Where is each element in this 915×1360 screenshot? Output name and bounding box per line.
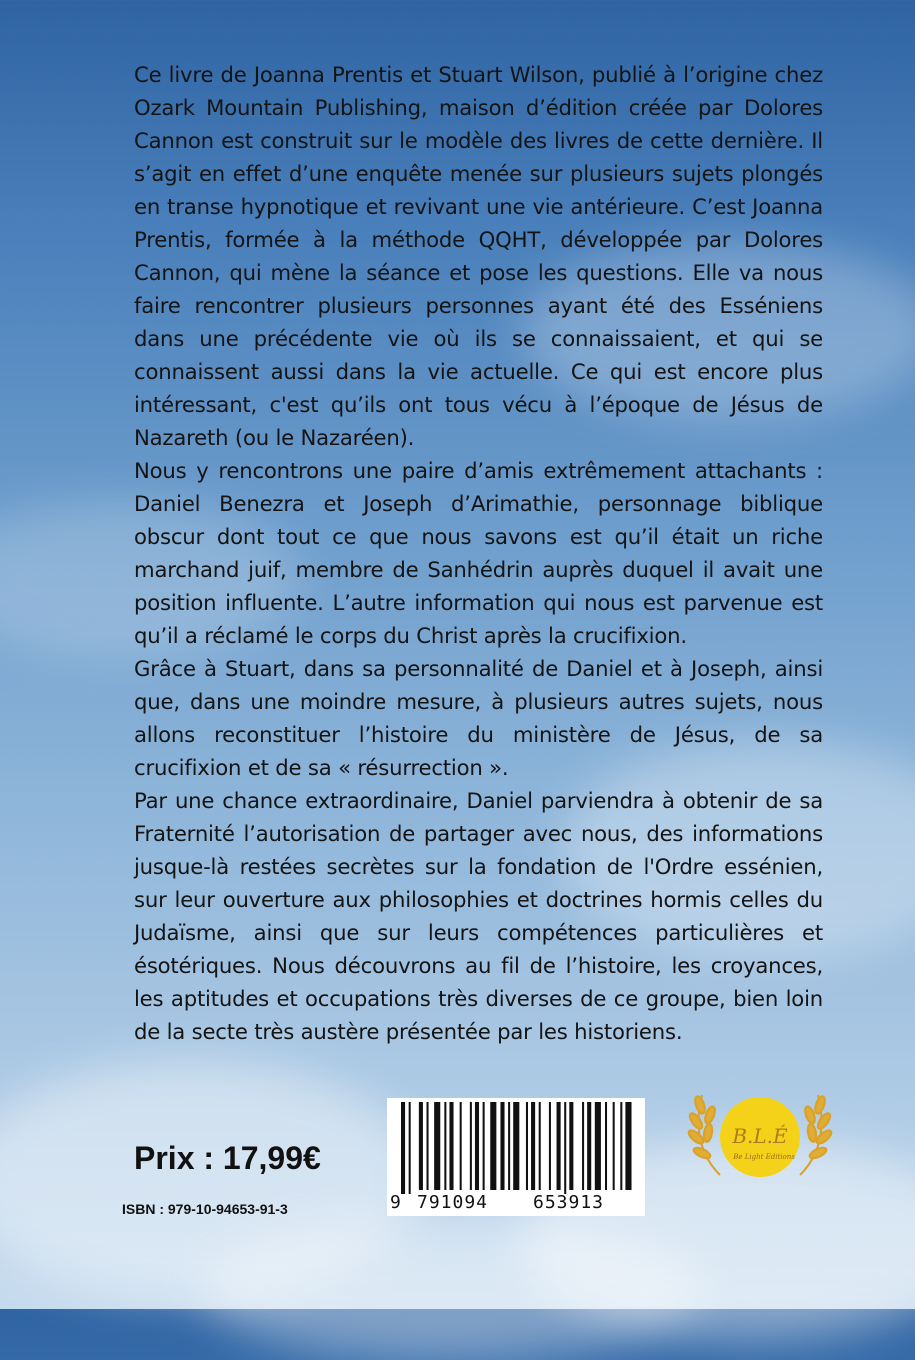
isbn-label: ISBN : 979-10-94653-91-3 (122, 1201, 288, 1217)
cloud (200, 1220, 700, 1360)
barcode-bar (490, 1102, 496, 1190)
back-cover-description (134, 58, 823, 1048)
barcode-bars (387, 1098, 645, 1194)
barcode-digits-right: 653913 (533, 1192, 605, 1213)
barcode-bar (419, 1102, 423, 1190)
barcode-bar (409, 1102, 411, 1194)
barcode-bar (513, 1102, 519, 1190)
barcode-bar (508, 1102, 510, 1190)
logo-subtext: Be Light Editions (733, 1153, 795, 1161)
publisher-logo (680, 1075, 840, 1185)
barcode (387, 1098, 645, 1216)
description-paragraph: Nous y rencontrons une paire d’amis extrêmement attachants : Daniel Benezra et Joseph d’Arimathie, personnage biblique obscur dont tout ce que nous savons est qu’il était un riche marchand juif, membre de Sanhédrin auprès duquel il avait une position influente. L’autre information qui nous est parvenue est qu’il a réclamé le corps du Christ après la crucifixion. (134, 458, 823, 648)
barcode-digits-left: 791094 (417, 1192, 489, 1213)
barcode-bar (526, 1102, 528, 1190)
logo-text: B.L.É (732, 1124, 788, 1148)
barcode-bar (427, 1102, 429, 1190)
description-paragraph: Par une chance extraordinaire, Daniel parviendra à obtenir de sa Fraternité l’autorisation de partager avec nous, des informations jusque-là restées secrètes sur la fondation de l'Ordre essénien, sur leur ouverture aux philosophies et doctrines hormis celles du Judaïsme, ainsi que sur leurs compétences particulières et ésotériques. Nous découvrons au fil de l’histoire, les croyances, les aptitudes et occupations très diverses de ce groupe, bien loin de la secte très austère présentée par les historiens. (134, 788, 823, 1044)
barcode-digit-first: 9 (390, 1192, 401, 1213)
description-paragraph: Ce livre de Joanna Prentis et Stuart Wilson, publié à l’origine chez Ozark Mountain Publishing, maison d’édition créée par Dolores Cannon est construit sur le modèle des livres de cette dernière. Il s’agit en effet d’une enquête menée sur plusieurs sujets plongés en transe hypnotique et revivant une vie antérieure. C’est Joanna Prentis, formée à la méthode QQHT, développée par Dolores Cannon, qui mène la séance et pose les questions. Elle va nous faire rencontrer plusieurs personnes ayant été des Esséniens dans une précédente vie où ils se connaissaient, et qui se connaissent aussi dans la vie actuelle. Ce qui est encore plus intéressant, c'est qu’ils ont tous vécu à l’époque de Jésus de Nazareth (ou le Nazaréen). (134, 62, 823, 450)
barcode-bar (625, 1102, 631, 1190)
barcode-bar (582, 1102, 584, 1190)
barcode-bar (564, 1102, 566, 1194)
barcode-bar (460, 1102, 462, 1190)
barcode-bar (470, 1102, 472, 1190)
barcode-bar (475, 1102, 479, 1190)
barcode-bar (557, 1102, 561, 1190)
barcode-bar (500, 1102, 504, 1190)
wheat-left-icon (687, 1095, 720, 1175)
price-label: Prix : 17,99€ (134, 1140, 321, 1176)
barcode-bar (434, 1102, 440, 1190)
description-paragraph: Grâce à Stuart, dans sa personnalité de Daniel et à Joseph, ainsi que, dans une moindre mesure, à plusieurs autres sujets, nous allons reconstituer l’histoire du ministère de Jésus, de sa crucifixion et de sa « résurrection ». (134, 656, 823, 780)
barcode-bar (531, 1102, 535, 1190)
barcode-bar (444, 1102, 446, 1190)
barcode-bar (595, 1102, 601, 1190)
barcode-bar (449, 1102, 453, 1190)
barcode-bar (483, 1102, 485, 1190)
barcode-digits (387, 1192, 645, 1216)
barcode-bar (401, 1102, 405, 1194)
barcode-bar (569, 1102, 573, 1190)
barcode-bar (549, 1102, 551, 1190)
wheat-right-icon (800, 1095, 833, 1175)
barcode-bar (613, 1102, 615, 1190)
barcode-bar (620, 1102, 622, 1190)
barcode-bar (587, 1102, 591, 1190)
barcode-bar (539, 1102, 541, 1190)
barcode-bar (605, 1102, 607, 1190)
